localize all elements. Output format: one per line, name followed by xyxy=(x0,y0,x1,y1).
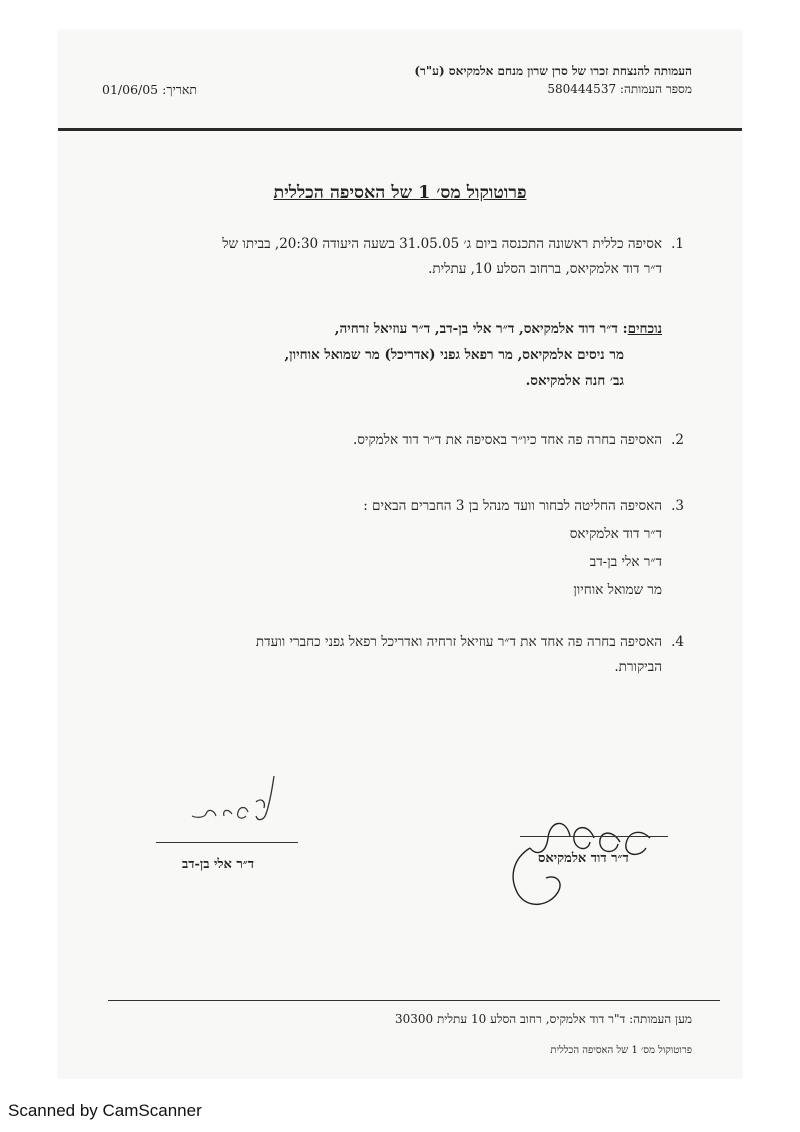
item-number: 3. xyxy=(671,498,684,514)
attendees-label: נוכחים xyxy=(627,321,662,337)
date-value: 01/06/05 xyxy=(102,82,159,97)
date-label: תאריך: xyxy=(162,82,198,97)
signature-left xyxy=(186,772,296,842)
organization-number-line xyxy=(547,82,692,97)
attendees-line-2: מר ניסים אלמקיאס, מר רפאל גפני (אדריכל) מר שמואל אוחיון, xyxy=(284,347,624,363)
item-text: אסיפה כללית ראשונה התכנסה ביום ג׳ 31.05.05 בשעה היעודה 20:30, בביתו של xyxy=(222,236,662,252)
protocol-item-3 xyxy=(106,492,684,604)
document-title-text: פרוטוקול מס׳ 1 של האסיפה הכללית xyxy=(273,183,527,203)
protocol-item-4 xyxy=(106,630,684,680)
item-text: האסיפה החליטה לבחור וועד מנהל בן 3 החברים הבאים : xyxy=(363,498,662,514)
attendees-line-3: גב׳ חנה אלמקיאס. xyxy=(525,373,624,389)
attendees-text: : ד״ר דוד אלמקיאס, ד״ר אלי בן-דב, ד״ר עוזיאל זרחיה, xyxy=(334,321,628,337)
document-page xyxy=(58,30,742,1078)
signatory-right-name: ד״ר דוד אלמקיאס xyxy=(538,851,629,866)
committee-member: ד״ר אלי בן-דב xyxy=(589,554,662,570)
scanner-watermark: Scanned by CamScanner xyxy=(8,1101,202,1120)
item-number: 2. xyxy=(671,432,684,448)
organization-number-label: מספר העמותה: xyxy=(619,82,692,96)
footer-address: מען העמותה: ד"ר דוד אלמקיס, רחוב הסלע 10 עתלית 30300 xyxy=(394,1012,692,1026)
committee-member: ד״ר דוד אלמקיאס xyxy=(569,526,662,542)
signature-line-right xyxy=(520,836,668,837)
protocol-item-2 xyxy=(106,428,684,453)
footer-document-reference: פרוטוקול מס׳ 1 של האסיפה הכללית xyxy=(550,1045,692,1056)
item-4-line-2: הביקורת. xyxy=(614,659,662,675)
header-divider xyxy=(58,128,742,131)
item-number: 4. xyxy=(671,634,684,650)
document-title xyxy=(58,182,742,203)
footer-divider xyxy=(108,1000,720,1001)
item-2-line-1 xyxy=(106,428,684,453)
organization-name: העמותה להנצחת זכרו של סרן שרון מנחם אלמקיאס (ע"ר) xyxy=(414,64,692,78)
organization-number: 580444537 xyxy=(547,82,617,96)
item-text: האסיפה בחרה פה אחד כיו״ר באסיפה את ד״ר דוד אלמקיס. xyxy=(352,432,662,448)
item-3-line-1 xyxy=(106,492,684,520)
committee-member: מר שמואל אוחיון xyxy=(573,582,662,598)
item-1-line-1 xyxy=(106,232,684,257)
item-1-line-2: ד״ר דוד אלמקיאס, ברחוב הסלע 10, עתלית. xyxy=(428,261,662,277)
date-line xyxy=(102,82,197,98)
signature-line-left xyxy=(156,842,298,843)
signatory-left-name: ד״ר אלי בן-דב xyxy=(182,857,254,872)
protocol-item-1 xyxy=(106,232,684,282)
item-number: 1. xyxy=(671,236,684,252)
item-4-line-1 xyxy=(106,630,684,655)
attendees-block xyxy=(106,316,684,394)
attendees-line-1 xyxy=(106,316,684,342)
item-text: האסיפה בחרה פה אחד את ד״ר עוזיאל זרחיה ואדריכל רפאל גפני כחברי וועדת xyxy=(255,634,662,650)
